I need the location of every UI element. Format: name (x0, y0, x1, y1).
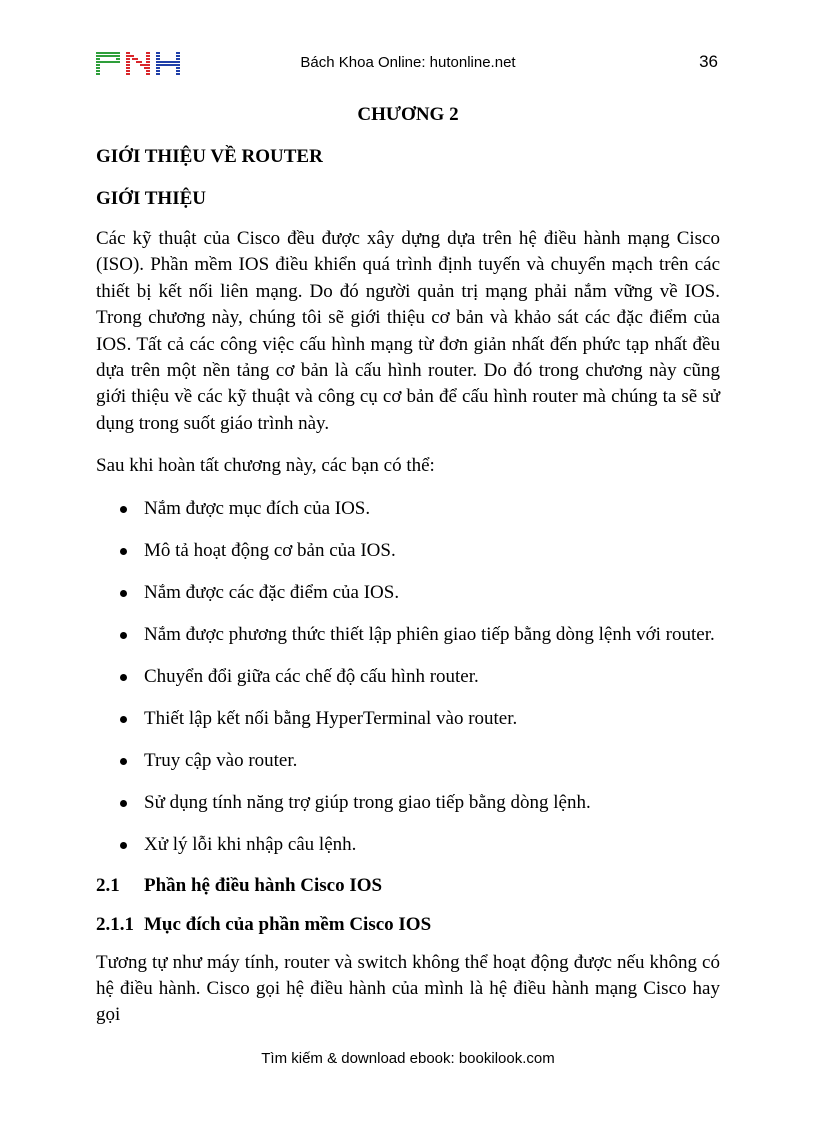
list-item: Chuyển đổi giữa các chế độ cấu hình router. (96, 664, 720, 690)
list-item: Nắm được phương thức thiết lập phiên giao tiếp bằng dòng lệnh với router. (96, 622, 720, 648)
bullet-icon (120, 548, 127, 555)
objectives-list (96, 496, 720, 858)
section-heading-router: GIỚI THIỆU VỀ ROUTER (96, 146, 323, 167)
bullet-icon (120, 632, 127, 639)
section-title: Mục đích của phần mềm Cisco IOS (144, 913, 432, 935)
bullet-icon (120, 758, 127, 765)
section-title: Phần hệ điều hành Cisco IOS (144, 874, 383, 896)
chapter-title: CHƯƠNG 2 (357, 104, 459, 125)
list-item: Mô tả hoạt động cơ bản của IOS. (96, 538, 720, 564)
bullet-icon (120, 590, 127, 597)
page-content (96, 100, 720, 1029)
objectives-lead: Sau khi hoàn tất chương này, các bạn có thể: (96, 455, 435, 477)
section-2-1-1-heading (96, 914, 720, 936)
page-footer: Tìm kiếm & download ebook: bookilook.com (261, 1050, 555, 1067)
bullet-icon (120, 800, 127, 807)
section-number: 2.1 (96, 874, 120, 896)
page-number: 36 (699, 52, 718, 71)
list-item: Xử lý lỗi khi nhập câu lệnh. (96, 832, 720, 858)
list-item: Thiết lập kết nối bằng HyperTerminal vào router. (96, 706, 720, 732)
bullet-icon (120, 842, 127, 849)
list-item: Nắm được các đặc điểm của IOS. (96, 580, 720, 606)
section-2-1-heading (96, 875, 720, 897)
intro-paragraph: Các kỹ thuật của Cisco đều được xây dựng dựa trên hệ điều hành mạng Cisco (ISO). Phần mềm IOS điều khiển quá trình định tuyến và chuyển mạch trên các thiết bị kết nối liên mạng. Do đó người quản trị mạng phải nắm vững về IOS. Trong chương này, chúng tôi sẽ giới thiệu cơ bản và khảo sát các đặc điểm của IOS. Tất cả các công việc cấu hình mạng từ đơn giản nhất đến phức tạp nhất đều dựa trên một nền tảng cơ bản là cấu hình router. Do đó trong chương này cũng giới thiệu về các kỹ thuật và công cụ cơ bản để cấu hình router mà chúng ta sẽ sử dụng trong suốt giáo trình này. (96, 228, 720, 434)
bullet-icon (120, 506, 127, 513)
bullet-icon (120, 716, 127, 723)
list-item: Sử dụng tính năng trợ giúp trong giao tiếp bằng dòng lệnh. (96, 790, 720, 816)
section-paragraph: Tương tự như máy tính, router và switch không thể hoạt động được nếu không có hệ điều hành. Cisco gọi hệ điều hành của mình là hệ điều hành mạng Cisco hay gọi (96, 951, 720, 1026)
list-item: Truy cập vào router. (96, 748, 720, 774)
header-title: Bách Khoa Online: hutonline.net (300, 54, 516, 71)
section-heading-intro: GIỚI THIỆU (96, 188, 206, 209)
page-header (96, 46, 720, 80)
bullet-icon (120, 674, 127, 681)
section-number: 2.1.1 (96, 913, 134, 935)
list-item: Nắm được mục đích của IOS. (96, 496, 720, 522)
